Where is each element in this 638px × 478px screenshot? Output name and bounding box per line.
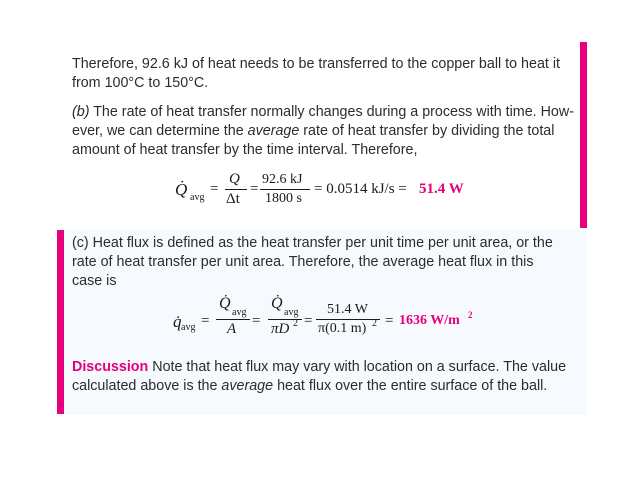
eq2-f2-num: Q̇ [271,295,283,312]
discussion-line-2 [72,378,547,394]
eq1-fraction-bar-2 [260,189,310,190]
eq1-intermediate: = 0.0514 kJ/s = [314,181,407,197]
part-c-line-2: rate of heat transfer per unit area. Therefore, the average heat flux in this [72,254,534,270]
eq2-fraction-bar-1 [216,319,250,320]
eq2-equals-3: = [304,313,313,329]
part-b-emphasis: average [247,123,300,139]
discussion-line-1 [72,359,566,375]
eq1-den-1: Δt [226,191,240,207]
eq1-equals-2: = [250,181,259,197]
eq2-equals-2: = [252,313,261,329]
accent-bar-left [57,230,64,414]
part-a-line-1: Therefore, 92.6 kJ of heat needs to be transferred to the copper ball to heat it [72,56,560,72]
eq2-f2-num-sub: avg [284,307,299,318]
discussion-line-2-pre: calculated above is the [72,378,222,394]
eq2-f1-den: A [227,321,237,337]
eq1-lhs-sub: avg [190,192,205,203]
part-a-line-2: from 100°C to 150°C. [72,75,209,91]
eq2-result-sup: 2 [468,310,473,320]
eq2-f2-den-sup: 2 [293,318,298,329]
part-b-line-1 [72,104,574,120]
eq2-lhs-sub: avg [181,322,196,333]
eq2-lhs: q̇ [173,312,182,331]
eq2-f3-num: 51.4 W [327,302,368,317]
eq2-f1-num-sub: avg [232,307,247,318]
part-c-line-3: case is [72,273,117,289]
eq2-f2-den: πD [271,321,290,337]
eq2-f1-num: Q̇ [219,295,231,312]
part-b-label: (b) [72,104,90,120]
discussion-emphasis: average [221,378,274,394]
accent-bar-right [580,42,587,228]
discussion-label: Discussion [72,359,149,375]
part-b-line-2-pre: ever, we can determine the [72,123,248,139]
eq2-fraction-bar-3 [316,319,380,320]
eq2-f3-den: π(0.1 m) [318,321,367,336]
eq2-equals-1: = [201,313,210,329]
part-b-line-2 [72,123,554,139]
eq1-equals-1: = [210,181,219,197]
discussion-line-2-post: heat flux over the entire surface of the ball. [273,378,548,394]
eq1-num-1: Q [229,171,240,187]
discussion-line-1-text: Note that heat flux may vary with location on a surface. The value [148,359,567,375]
part-b-line-3: amount of heat transfer by the time interval. Therefore, [72,142,418,158]
part-b-line-2-post: rate of heat transfer by dividing the total [299,123,555,139]
eq2-equals-4: = [385,313,394,329]
eq2-f3-den-sup: 2 [372,318,377,329]
eq1-den-2: 1800 s [265,191,302,206]
part-c-line-1: (c) Heat flux is defined as the heat transfer per unit time per unit area, or the [72,235,553,251]
eq1-fraction-bar-1 [225,189,247,190]
part-b-line-1-text: The rate of heat transfer normally changes during a process with time. How- [89,104,574,120]
eq1-result: 51.4 W [419,181,464,197]
eq1-lhs: Q̇ [175,180,188,199]
eq2-result: 1636 W/m [399,313,460,328]
eq1-num-2: 92.6 kJ [262,172,303,187]
